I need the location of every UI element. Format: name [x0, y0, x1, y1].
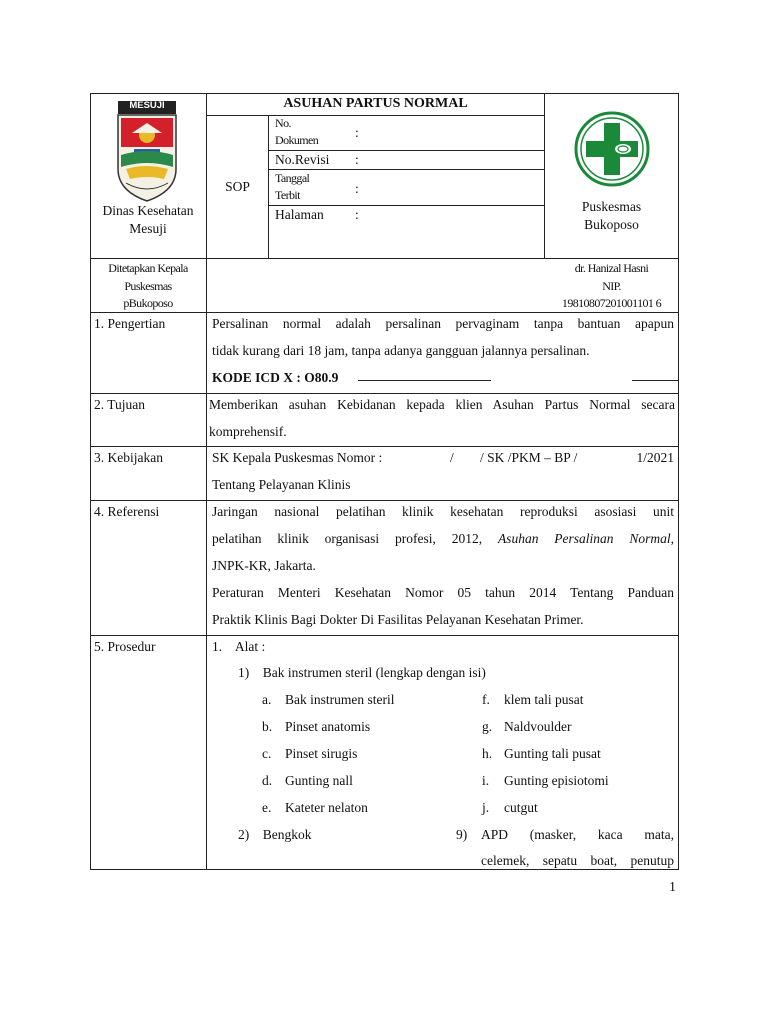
referensi-line3: JNPK-KR, Jakarta. [212, 558, 316, 573]
pengertian-line1: Persalinan normal adalah persalinan pervaginam tanpa bantuan apapun [212, 316, 674, 331]
alat-item: Pinset anatomis [285, 719, 371, 734]
approval-left-2: Puskesmas [124, 279, 172, 293]
prosedur-sub9-marker: 9) [456, 827, 468, 842]
field-tanggal-label-1: Tanggal [275, 171, 310, 185]
section-prosedur-label: 5. Prosedur [94, 639, 156, 654]
alat-item-marker: b. [262, 719, 273, 734]
referensi-line2-prefix: pelatihan klinik organisasi profesi, 2012, [212, 531, 483, 546]
sop-label: SOP [225, 179, 250, 194]
emblem-label: MESUJI [129, 100, 165, 111]
alat-item: cutgut [504, 800, 538, 815]
org-right-line2: Bukoposo [584, 217, 639, 232]
approval-right-1: dr. Hanizal Hasni [574, 261, 649, 275]
referensi-line2-suffix: , [670, 531, 675, 546]
field-tanggal-value: : [355, 181, 359, 196]
alat-item: Gunting episiotomi [504, 773, 609, 788]
icd-code: KODE ICD X : O80.9 [212, 370, 339, 385]
alat-item-marker: i. [482, 773, 490, 788]
alat-item: klem tali pusat [504, 692, 584, 707]
section-tujuan-content [209, 391, 675, 445]
field-no-revisi-value: : [355, 152, 359, 167]
referensi-line2-italic: Asuhan Persalinan Normal [497, 531, 671, 546]
org-right-line1: Puskesmas [581, 199, 642, 214]
approval-left-3: pBukoposo [123, 296, 173, 310]
sk-line [212, 444, 674, 471]
section-pengertian-label: 1. Pengertian [94, 316, 166, 331]
field-no-dokumen-label-2: Dokumen [275, 133, 319, 147]
approval-right-2: NIP. [602, 279, 621, 293]
referensi-line4: Peraturan Menteri Kesehatan Nomor 05 tahun 2014 Tentang Panduan [212, 585, 674, 600]
alat-item-marker: d. [262, 773, 273, 788]
referensi-line1: Jaringan nasional pelatihan klinik kesehatan reproduksi asosiasi unit [212, 504, 674, 519]
alat-item-marker: f. [482, 692, 490, 707]
alat-item: Gunting tali pusat [504, 746, 601, 761]
org-left-line1: Dinas Kesehatan [102, 203, 194, 218]
alat-item: Kateter nelaton [285, 800, 368, 815]
referensi-line5: Praktik Klinis Bagi Dokter Di Fasilitas Pelayanan Kesehatan Primer. [212, 612, 584, 627]
field-no-dokumen-value: : [355, 125, 359, 140]
sop-title: ASUHAN PARTUS NORMAL [283, 96, 468, 111]
pengertian-line2: tidak kurang dari 18 jam, tanpa adanya gangguan jalannya persalinan. [212, 343, 590, 358]
prosedur-sub2: 2) Bengkok [238, 827, 312, 842]
alat-item-marker: h. [482, 746, 493, 761]
alat-item-marker: g. [482, 719, 493, 734]
section-pengertian-content [212, 310, 674, 391]
mesuji-emblem-icon [112, 99, 182, 203]
alat-item-marker: a. [262, 692, 272, 707]
alat-item: Gunting nall [285, 773, 353, 788]
field-tanggal-label-2: Terbit [275, 188, 300, 202]
referensi-line2 [212, 525, 674, 552]
field-halaman-label: Halaman [275, 207, 324, 222]
section-kebijakan-label: 3. Kebijakan [94, 450, 163, 465]
section-referensi-label: 4. Referensi [94, 504, 160, 519]
prosedur-sub1: 1) Bak instrumen steril (lengkap dengan isi) [238, 665, 486, 680]
section-tujuan-label: 2. Tujuan [94, 397, 146, 412]
field-halaman-value: : [355, 207, 359, 222]
sk-part-1: SK Kepala Puskesmas Nomor : [212, 450, 383, 465]
sk-part-3: / SK /PKM – BP / [480, 450, 578, 465]
alat-item-marker: e. [262, 800, 272, 815]
section-kebijakan-content [212, 444, 674, 498]
puskesmas-logo-icon [573, 101, 651, 197]
prosedur-heading: 1. Alat : [212, 639, 266, 654]
alat-item-marker: c. [262, 746, 272, 761]
field-no-dokumen-label-1: No. [275, 116, 291, 130]
org-left-line2: Mesuji [129, 221, 167, 236]
prosedur-sub9-line2: celemek, sepatu boat, penutup [481, 853, 674, 868]
prosedur-sub9-line1: APD (masker, kaca mata, [481, 827, 674, 842]
tujuan-line1: Memberikan asuhan Kebidanan kepada klien Asuhan Partus Normal secara [209, 397, 675, 412]
alat-item: Naldvoulder [504, 719, 572, 734]
sk-part-4: 1/2021 [636, 450, 674, 465]
kebijakan-line2: Tentang Pelayanan Klinis [212, 477, 351, 492]
tujuan-line2: komprehensif. [209, 424, 287, 439]
field-no-revisi-label: No.Revisi [275, 152, 330, 167]
approval-left-1: Ditetapkan Kepala [108, 261, 188, 275]
section-referensi-content [212, 498, 674, 633]
alat-item: Bak instrumen steril [285, 692, 395, 707]
page-number: 1 [669, 880, 676, 895]
sk-part-2: / [450, 450, 454, 465]
alat-item: Pinset sirugis [285, 746, 358, 761]
approval-right-3: 19810807201001101 6 [561, 296, 662, 310]
alat-item-marker: j. [482, 800, 490, 815]
